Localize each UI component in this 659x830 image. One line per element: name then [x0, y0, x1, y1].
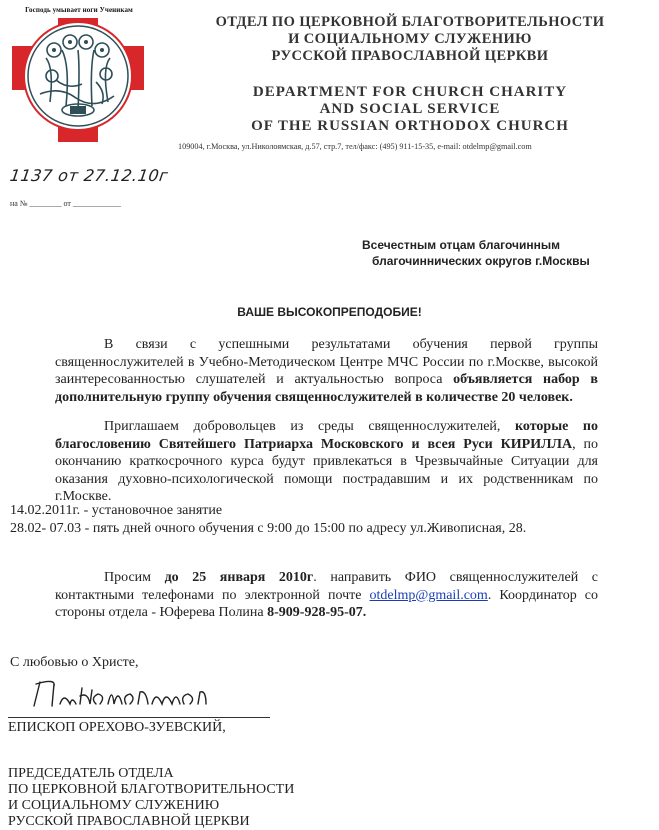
schedule-item: 28.02- 07.03 - пять дней очного обучения с 9:00 до 15:00 по адресу ул.Живописная, 28. [10, 520, 527, 536]
paragraph-text: Просим [104, 570, 165, 585]
closing: С любовью о Христе, [10, 655, 139, 670]
paragraph-1 [55, 336, 598, 406]
header-en-line: DEPARTMENT FOR CHURCH CHARITY [252, 84, 568, 100]
signatory-title: ЕПИСКОП ОРЕХОВО-ЗУЕВСКИЙ, [8, 720, 226, 735]
chair-line: И СОЦИАЛЬНОМУ СЛУЖЕНИЮ [8, 798, 220, 813]
recipient-line: благочиннических округов г.Москвы [372, 254, 590, 268]
header-english [180, 84, 640, 135]
paragraph-2 [55, 418, 598, 506]
header-en-line: OF THE RUSSIAN ORTHODOX CHURCH [251, 118, 569, 134]
header-ru-line: ОТДЕЛ ПО ЦЕРКОВНОЙ БЛАГОТВОРИТЕЛЬНОСТИ [215, 14, 605, 30]
schedule [10, 502, 610, 537]
paragraph-text: . Координатор со стороны отдела - Юферева Полина [55, 587, 598, 621]
paragraph-3 [55, 569, 598, 622]
signature-icon [30, 676, 210, 712]
paragraph-text: Приглашаем добровольцев из среды священнослужителей, [104, 419, 516, 434]
header-address: 109004, г.Москва, ул.Николоямская, д.57, стр.7, тел/факс: (495) 911-15-35, e-mail: otdelmp@gmail.com [178, 142, 532, 151]
deadline-date: до 25 января 2010г [164, 570, 314, 585]
schedule-item: 14.02.2011г. - установочное занятие [10, 503, 223, 518]
logo-caption: Господь умывает ноги Ученикам [25, 6, 133, 14]
paragraph-bold: объявляется набор в дополнительную группу обучения священнослужителей в количестве 20 человек. [55, 372, 598, 405]
department-logo [10, 6, 146, 142]
orthodox-cross-medallion-icon [10, 6, 146, 142]
recipient-line: Всечестным отцам благочинным [362, 238, 561, 252]
handwritten-reference-number: 1137 от 27.12.10г [8, 166, 170, 185]
paragraph-text: В связи с успешными результатами обучения первой группы священнослужителей в Учебно-Методическом Центре МЧС России по г.Москве, высокой заинтересованностью слушателей и актуальностью вопроса [55, 337, 598, 388]
header-en-line: AND SOCIAL SERVICE [319, 101, 501, 117]
header-russian [180, 14, 640, 65]
email-link[interactable]: otdelmp@gmail.com [369, 587, 488, 603]
chair-line: ПРЕДСЕДАТЕЛЬ ОТДЕЛА [8, 766, 174, 781]
chair-line: ПО ЦЕРКОВНОЙ БЛАГОТВОРИТЕЛЬНОСТИ [8, 782, 295, 797]
signature-line [8, 717, 270, 718]
paragraph-bold: которые по благословению Святейшего Патриарха Московского и всея Руси КИРИЛЛА [55, 419, 598, 452]
paragraph-text: , по окончанию краткосрочного курса будут привлекаться в Чрезвычайные Ситуации для оказания духовно-психологической помощи пострадавшим и их родственникам по г.Москве. [55, 436, 598, 505]
paragraph-text: . направить ФИО священнослужителей с контактными телефонами по электронной почте [55, 570, 598, 603]
coordinator-phone: 8-909-928-95-07. [267, 605, 367, 621]
header-ru-line: РУССКОЙ ПРАВОСЛАВНОЙ ЦЕРКВИ [271, 48, 549, 64]
reference-line: на № ________ от ____________ [10, 199, 121, 208]
header-ru-line: И СОЦИАЛЬНОМУ СЛУЖЕНИЮ [288, 31, 532, 47]
chair-line: РУССКОЙ ПРАВОСЛАВНОЙ ЦЕРКВИ [8, 814, 250, 829]
recipient-block [362, 237, 612, 269]
chairman-block [8, 766, 294, 830]
greeting: ВАШЕ ВЫСОКОПРЕПОДОБИЕ! [237, 305, 422, 319]
handwritten-signature [30, 676, 210, 712]
